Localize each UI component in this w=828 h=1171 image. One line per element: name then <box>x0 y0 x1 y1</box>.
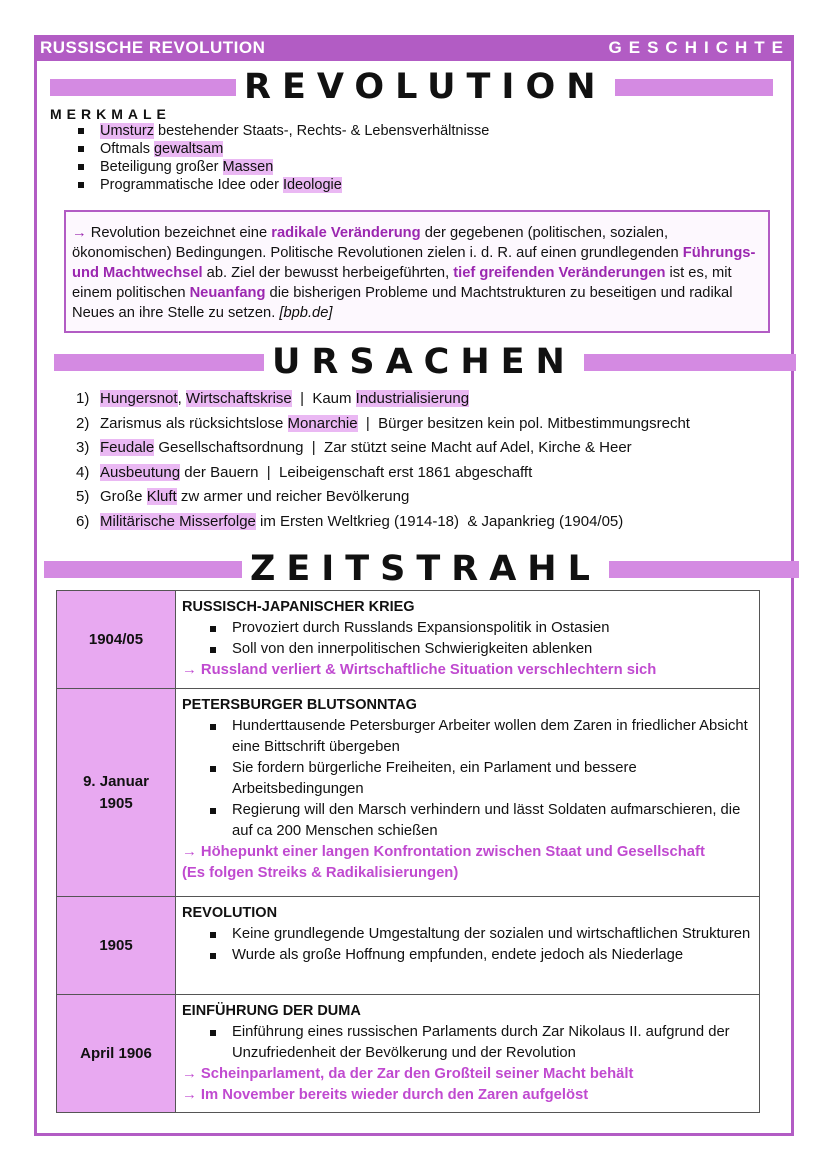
list-item: 5) Große Kluft zw armer und reicher Bevölkerung <box>76 488 410 505</box>
event-result: → Im November bereits wieder durch den Zaren aufgelöst <box>182 1087 589 1103</box>
section-heading: REVOLUTION <box>244 67 607 107</box>
list-item: Umsturz bestehender Staats-, Rechts- & Lebensverhältnisse <box>76 122 489 140</box>
date-cell: April 1906 <box>57 995 176 1113</box>
section-title-zeitstrahl <box>44 549 799 589</box>
list-item: Einführung eines russischen Parlaments durch Zar Nikolaus II. aufgrund der Unzufriedenheit der Bevölkerung und der Revolution <box>208 1022 753 1064</box>
table-row <box>57 995 760 1113</box>
event-result: (Es folgen Streiks & Radikalisierungen) <box>182 865 459 881</box>
event-result: → Scheinparlament, da der Zar den Großteil seiner Macht behält <box>182 1066 634 1082</box>
list-item: Beteiligung großer Massen <box>76 158 489 176</box>
list-item: 3) Feudale Gesellschaftsordnung | Zar stützt seine Macht auf Adel, Kirche & Heer <box>76 439 632 456</box>
list-item: Soll von den innerpolitischen Schwierigkeiten ablenken <box>208 639 753 660</box>
event-title: PETERSBURGER BLUTSONNTAG <box>182 697 417 713</box>
event-bullets <box>208 924 753 966</box>
event-bullets <box>208 618 753 660</box>
list-item: Oftmals gewaltsam <box>76 140 489 158</box>
event-cell <box>176 995 760 1113</box>
list-item: 2) Zarismus als rücksichtslose Monarchie | Bürger besitzen kein pol. Mitbestimmungsrecht <box>76 414 690 432</box>
merkmale-list <box>76 122 489 194</box>
merkmale-label: MERKMALE <box>50 106 171 122</box>
event-result: → Russland verliert & Wirtschaftliche Situation verschlechtern sich <box>182 662 657 678</box>
timeline-table <box>56 590 760 1113</box>
title-bar-left <box>44 561 242 578</box>
source-citation: [bpb.de] <box>279 305 333 321</box>
section-heading: URSACHEN <box>272 342 576 382</box>
ursachen-list <box>76 387 690 534</box>
header-left-title: RUSSISCHE REVOLUTION <box>40 38 266 57</box>
list-item: Keine grundlegende Umgestaltung der sozialen und wirtschaftlichen Strukturen <box>208 924 753 945</box>
date-cell: 1904/05 <box>57 591 176 689</box>
event-title: EINFÜHRUNG DER DUMA <box>182 1003 361 1019</box>
header-right-subject: GESCHICHTE <box>608 38 790 57</box>
list-item: Wurde als große Hoffnung empfunden, endete jedoch als Niederlage <box>208 945 753 966</box>
list-item: Hunderttausende Petersburger Arbeiter wollen dem Zaren in friedlicher Absicht eine Bittschrift übergeben <box>208 716 753 758</box>
event-cell <box>176 897 760 995</box>
section-heading: ZEITSTRAHL <box>250 549 601 589</box>
list-item: 6) Militärische Misserfolge im Ersten Weltkrieg (1914-18) & Japankrieg (1904/05) <box>76 512 624 530</box>
event-bullets <box>208 716 753 842</box>
title-bar-right <box>609 561 799 578</box>
list-item: 4) Ausbeutung der Bauern | Leibeigenschaft erst 1861 abgeschafft <box>76 463 533 481</box>
list-item: Programmatische Idee oder Ideologie <box>76 176 489 194</box>
event-bullets <box>208 1022 753 1064</box>
event-cell <box>176 689 760 897</box>
header-bar <box>34 35 794 61</box>
table-row <box>57 591 760 689</box>
title-bar-right <box>615 79 773 96</box>
list-item: 1) Hungersnot, Wirtschaftskrise | Kaum Industrialisierung <box>76 390 470 407</box>
arrow-icon: → <box>72 225 87 241</box>
event-title: REVOLUTION <box>182 905 278 921</box>
title-bar-left <box>50 79 236 96</box>
list-item: Sie fordern bürgerliche Freiheiten, ein Parlament und bessere Arbeitsbedingungen <box>208 758 753 800</box>
title-bar-left <box>54 354 264 371</box>
section-title-revolution <box>50 67 773 107</box>
title-bar-right <box>584 354 796 371</box>
event-cell <box>176 591 760 689</box>
list-item: Provoziert durch Russlands Expansionspolitik in Ostasien <box>208 618 753 639</box>
event-title: RUSSISCH-JAPANISCHER KRIEG <box>182 599 415 615</box>
definition-box: → Revolution bezeichnet eine radikale Veränderung der gegebenen (politischen, sozialen, ökonomischen) Bedingungen. Politische Revolutionen zielen i. d. R. auf einen grundlegenden Führungs- und Machtwechsel ab. Ziel der bewusst herbeigeführten, tief greifenden Veränderungen ist es, mit einem politischen Neuanfang die bisherigen Probleme und Machtstrukturen zu beseitigen und radikal Neues an ihre Stelle zu setzen. [bpb.de] <box>64 210 770 333</box>
table-row <box>57 897 760 995</box>
section-title-ursachen <box>54 342 796 382</box>
date-cell: 9. Januar 1905 <box>57 689 176 897</box>
event-result: → Höhepunkt einer langen Konfrontation zwischen Staat und Gesellschaft <box>182 844 705 860</box>
date-cell: 1905 <box>57 897 176 995</box>
table-row <box>57 689 760 897</box>
list-item: Regierung will den Marsch verhindern und lässt Soldaten aufmarschieren, die auf ca 200 Menschen schießen <box>208 800 753 842</box>
